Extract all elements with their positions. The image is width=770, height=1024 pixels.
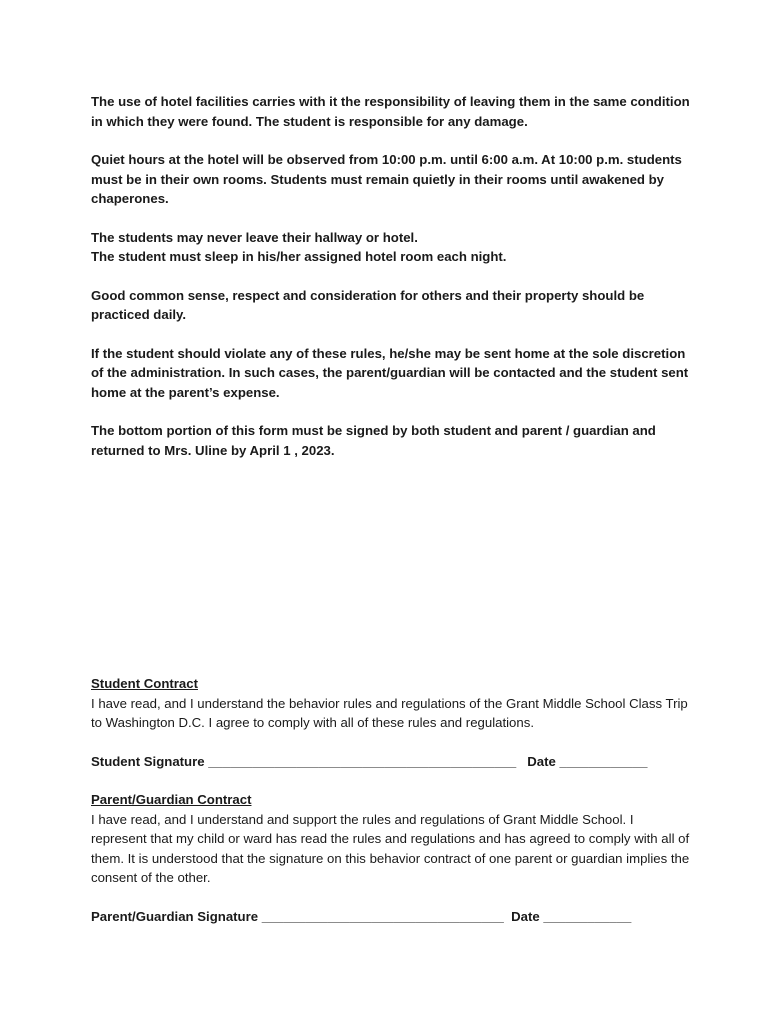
parent-signature-line[interactable]: Parent/Guardian Signature _________________________________ Date ____________ [91, 908, 632, 924]
parent-contract-body: I have read, and I understand and support the rules and regulations of Grant Middle School. I represent that my child or ward has read the rules and regulations and has agreed to comply with all of them. It is understood that the signature on this behavior contract of one parent or guardian implies the consent of the other. [91, 811, 690, 885]
rule-paragraph-violation: If the student should violate any of these rules, he/she may be sent home at the sole discretion of the administration. In such cases, the parent/guardian will be contacted and the student sent home at the parent’s expense. [91, 345, 689, 400]
rule-paragraph-hallway: The students may never leave their hallway or hotel. [91, 229, 418, 245]
rule-paragraph-quiet-hours: Quiet hours at the hotel will be observed from 10:00 p.m. until 6:00 a.m. At 10:00 p.m. students must be in their own rooms. Students must remain quietly in their rooms until awakened by chaperones. [91, 152, 682, 206]
rule-paragraph-common-sense: Good common sense, respect and consideration for others and their property should be practiced daily. [91, 287, 645, 322]
rule-paragraph-room: The student must sleep in his/her assigned hotel room each night. [91, 249, 507, 264]
student-signature-line[interactable]: Student Signature __________________________________________ Date ____________ [91, 753, 648, 769]
student-contract-heading: Student Contract [91, 676, 198, 691]
contracts-section [91, 674, 691, 945]
student-contract-body: I have read, and I understand the behavior rules and regulations of the Grant Middle School Class Trip to Washington D.C. I agree to comply with all of these rules and regulations. [91, 695, 688, 730]
parent-contract-heading: Parent/Guardian Contract [91, 792, 252, 807]
rule-paragraph-facilities: The use of hotel facilities carries with it the responsibility of leaving them in the same condition in which they were found. The student is responsible for any damage. [91, 94, 690, 129]
rule-paragraph-return-form: The bottom portion of this form must be signed by both student and parent / guardian and returned to Mrs. Uline by April 1 , 2023. [91, 423, 656, 458]
rules-section [91, 92, 691, 479]
